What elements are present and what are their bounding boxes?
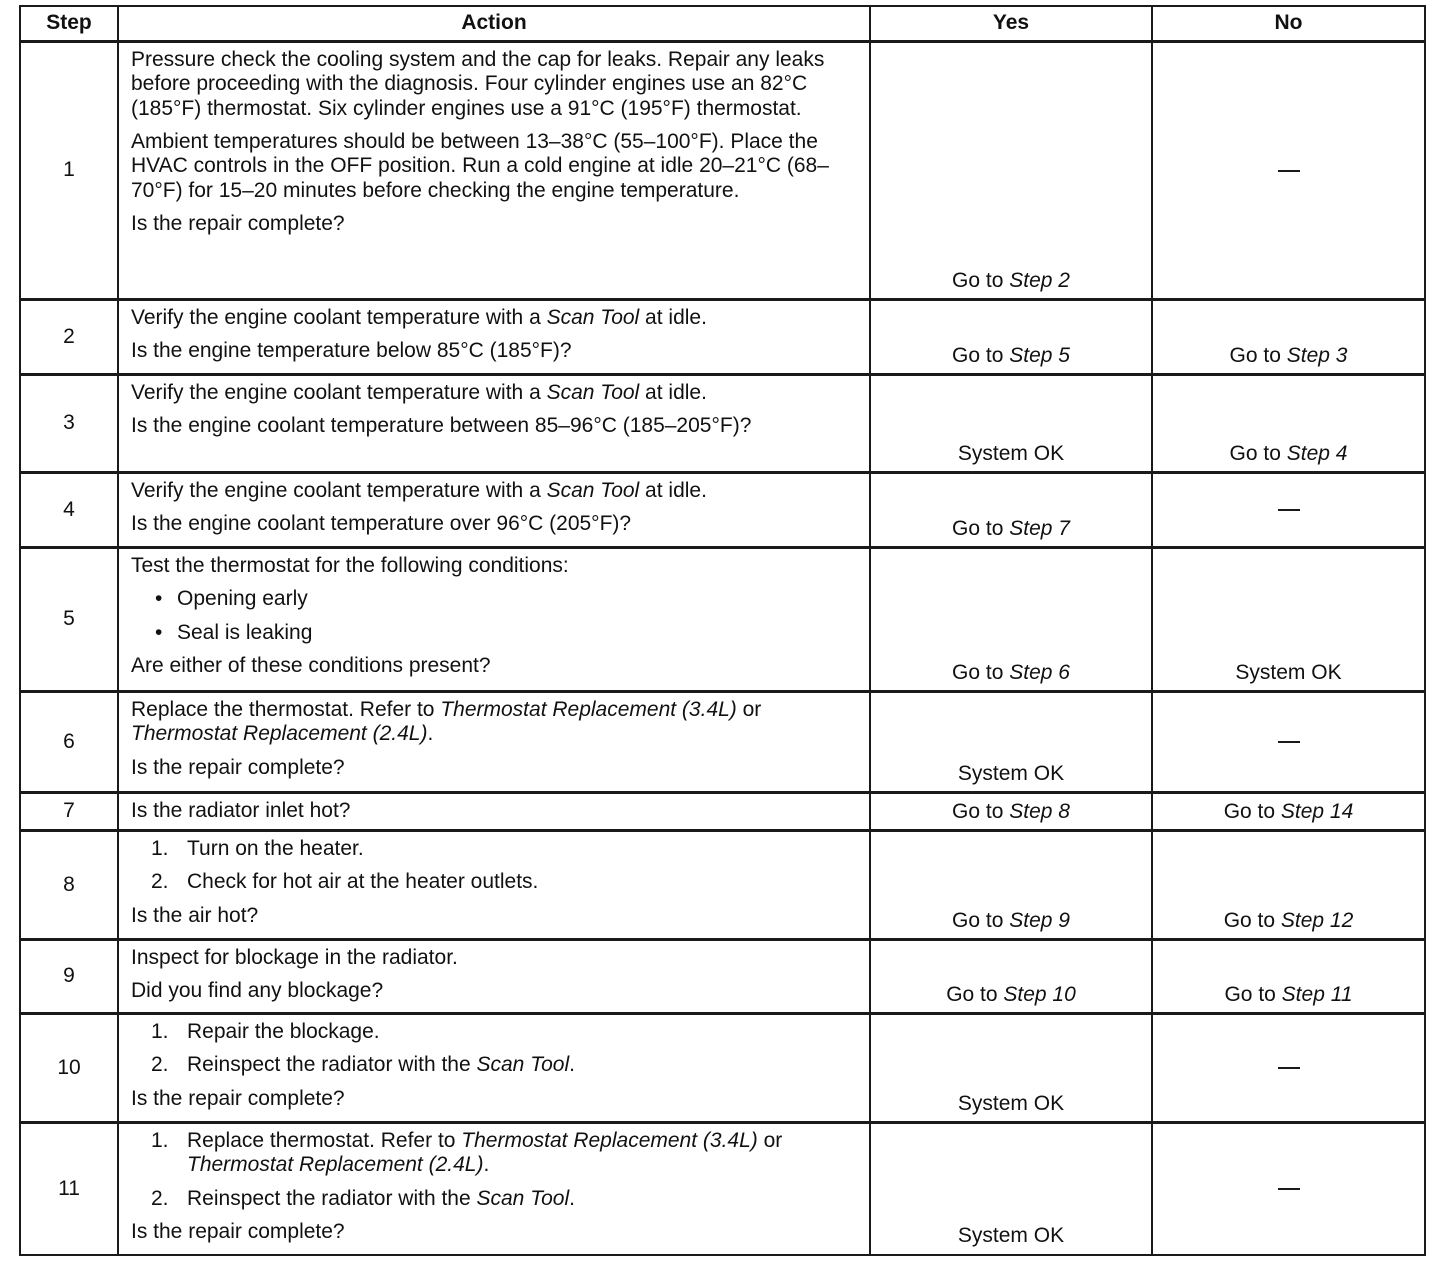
reference-text: Scan Tool [546, 306, 640, 329]
reference-text: Step 6 [1009, 660, 1070, 684]
action-cell [118, 548, 870, 692]
no-outcome: Go to Step 12 [1152, 831, 1425, 940]
action-cell [118, 1014, 870, 1123]
step-number: 3 [20, 375, 118, 473]
action-paragraph: Are either of these conditions present? [131, 654, 491, 678]
yes-outcome: Go to Step 10 [870, 940, 1152, 1014]
table-row [20, 473, 1425, 548]
item-number: 2. [151, 870, 169, 894]
no-outcome [1152, 692, 1425, 793]
item-number: 2. [151, 1186, 169, 1210]
action-paragraph: Is the engine coolant temperature over 96°C (205°F)? [131, 512, 632, 536]
table-row [20, 692, 1425, 793]
numbered-item: 2. Reinspect the radiator with the Scan Tool. [151, 1186, 575, 1210]
action-paragraph: Is the engine coolant temperature between 85–96°C (185–205°F)? [131, 414, 752, 438]
reference-text: Step 3 [1286, 343, 1348, 367]
action-cell [118, 940, 870, 1014]
action-paragraph: Is the radiator inlet hot? [131, 799, 351, 822]
header-yes: Yes [870, 6, 1152, 42]
action-paragraph: Is the air hot? [131, 903, 259, 927]
action-paragraph: Is the repair complete? [131, 212, 345, 236]
action-paragraph: Replace the thermostat. Refer to Thermostat Replacement (3.4L) or Thermostat Replacement (2.4L). [131, 698, 762, 746]
not-applicable-dash [1278, 509, 1300, 511]
table-row [20, 831, 1425, 940]
step-number: 11 [20, 1123, 118, 1255]
reference-text: Step 11 [1281, 982, 1353, 1006]
reference-text: Step 8 [1009, 799, 1070, 823]
yes-outcome: System OK [870, 1014, 1152, 1123]
action-cell [118, 473, 870, 548]
reference-text: Thermostat Replacement (3.4L) [461, 1129, 758, 1152]
action-cell [118, 692, 870, 793]
no-outcome: Go to Step 4 [1152, 375, 1425, 473]
bullet-item: • Opening early [155, 587, 308, 611]
reference-text: Step 14 [1280, 799, 1354, 823]
action-paragraph: Verify the engine coolant temperature with a Scan Tool at idle. [131, 381, 707, 404]
yes-outcome: System OK [870, 375, 1152, 473]
not-applicable-dash [1278, 1067, 1300, 1069]
numbered-item: 2. Check for hot air at the heater outlets. [151, 870, 539, 894]
reference-text: Thermostat Replacement (2.4L) [131, 722, 428, 746]
yes-outcome: Go to Step 2 [870, 42, 1152, 300]
reference-text: Step 7 [1009, 516, 1070, 540]
table-row [20, 1014, 1425, 1123]
no-outcome: Go to Step 3 [1152, 300, 1425, 375]
step-number: 2 [20, 300, 118, 375]
reference-text: Thermostat Replacement (3.4L) [440, 698, 737, 721]
table-row [20, 548, 1425, 692]
reference-text: Step 2 [1009, 268, 1070, 292]
yes-outcome: Go to Step 8 [870, 793, 1152, 831]
action-paragraph: Verify the engine coolant temperature with a Scan Tool at idle. [131, 306, 707, 329]
no-outcome [1152, 1014, 1425, 1123]
bullet-marker: • [155, 587, 163, 611]
action-paragraph: Is the repair complete? [131, 1220, 345, 1244]
yes-outcome: Go to Step 6 [870, 548, 1152, 692]
numbered-item: 1. Repair the blockage. [151, 1020, 380, 1043]
table-row [20, 940, 1425, 1014]
yes-outcome: Go to Step 9 [870, 831, 1152, 940]
reference-text: Scan Tool [546, 381, 640, 404]
reference-text: Scan Tool [546, 479, 640, 502]
action-cell [118, 1123, 870, 1255]
reference-text: Thermostat Replacement (2.4L) [187, 1153, 484, 1177]
item-number: 1. [151, 837, 169, 860]
step-number: 1 [20, 42, 118, 300]
step-number: 7 [20, 793, 118, 831]
action-paragraph: Pressure check the cooling system and the cap for leaks. Repair any leaks before proceeding with the diagnosis. Four cylinder engines use an 82°C (185°F) thermostat. Six cylinder engines use a 91°C (195°F) thermostat. [131, 48, 825, 120]
reference-text: Step 10 [1003, 982, 1076, 1006]
table-row [20, 793, 1425, 831]
header-action: Action [118, 6, 870, 42]
table-header-row [20, 6, 1425, 42]
header-step: Step [20, 6, 118, 42]
step-number: 9 [20, 940, 118, 1014]
numbered-item: 1. Replace thermostat. Refer to Thermostat Replacement (3.4L) or Thermostat Replacement (2.4L). [151, 1129, 783, 1177]
reference-text: Step 9 [1009, 908, 1070, 932]
yes-outcome: System OK [870, 1123, 1152, 1255]
no-outcome [1152, 473, 1425, 548]
numbered-item: 2. Reinspect the radiator with the Scan Tool. [151, 1053, 575, 1077]
no-outcome: Go to Step 14 [1152, 793, 1425, 831]
no-outcome: Go to Step 11 [1152, 940, 1425, 1014]
numbered-item: 1. Turn on the heater. [151, 837, 364, 860]
action-paragraph: Test the thermostat for the following conditions: [131, 554, 569, 577]
action-cell [118, 300, 870, 375]
item-number: 1. [151, 1129, 169, 1152]
reference-text: Scan Tool [476, 1186, 570, 1210]
not-applicable-dash [1278, 170, 1300, 172]
step-number: 6 [20, 692, 118, 793]
table-row [20, 375, 1425, 473]
not-applicable-dash [1278, 741, 1300, 743]
reference-text: Step 12 [1280, 908, 1354, 932]
step-number: 5 [20, 548, 118, 692]
bullet-marker: • [155, 620, 163, 644]
yes-outcome: Go to Step 7 [870, 473, 1152, 548]
yes-outcome: System OK [870, 692, 1152, 793]
reference-text: Step 5 [1009, 343, 1070, 367]
action-cell [118, 42, 870, 300]
reference-text: Scan Tool [476, 1053, 570, 1077]
diagnostic-table [19, 5, 1426, 1256]
item-number: 2. [151, 1053, 169, 1077]
action-paragraph: Verify the engine coolant temperature with a Scan Tool at idle. [131, 479, 707, 502]
bullet-item: • Seal is leaking [155, 620, 313, 644]
action-cell [118, 375, 870, 473]
action-paragraph: Is the repair complete? [131, 755, 345, 779]
step-number: 4 [20, 473, 118, 548]
step-number: 8 [20, 831, 118, 940]
yes-outcome: Go to Step 5 [870, 300, 1152, 375]
action-paragraph: Is the repair complete? [131, 1086, 345, 1110]
not-applicable-dash [1278, 1188, 1300, 1190]
no-outcome [1152, 42, 1425, 300]
no-outcome: System OK [1152, 548, 1425, 692]
action-paragraph: Inspect for blockage in the radiator. [131, 946, 458, 969]
action-cell [118, 793, 870, 831]
table-row [20, 1123, 1425, 1255]
action-cell [118, 831, 870, 940]
table-body [20, 42, 1425, 1255]
action-paragraph: Ambient temperatures should be between 13–38°C (55–100°F). Place the HVAC controls in the OFF position. Run a cold engine at idle 20–21°C (68–70°F) for 15–20 minutes before checking the engine temperature. [131, 130, 829, 202]
header-no: No [1152, 6, 1425, 42]
table-row [20, 42, 1425, 300]
table-row [20, 300, 1425, 375]
item-number: 1. [151, 1020, 169, 1043]
action-paragraph: Is the engine temperature below 85°C (185°F)? [131, 339, 572, 363]
no-outcome [1152, 1123, 1425, 1255]
step-number: 10 [20, 1014, 118, 1123]
action-paragraph: Did you find any blockage? [131, 979, 384, 1003]
reference-text: Step 4 [1286, 441, 1348, 465]
